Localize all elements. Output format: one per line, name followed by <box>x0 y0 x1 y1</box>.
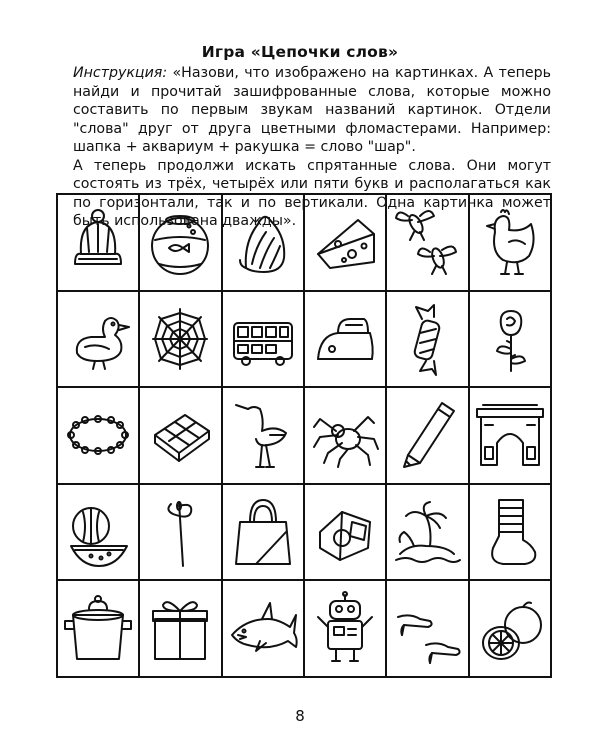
watermelon-icon <box>61 492 135 572</box>
duck-icon <box>61 299 135 379</box>
necklace-icon <box>61 395 135 475</box>
grid-cell <box>305 388 387 485</box>
grid-cell <box>387 485 469 582</box>
grid-cell <box>305 581 387 678</box>
aquarium-icon <box>143 202 217 282</box>
grid-cell <box>58 292 140 389</box>
grid-cell <box>223 581 305 678</box>
spiderweb-icon <box>143 299 217 379</box>
grid-cell <box>387 388 469 485</box>
arch-icon <box>473 395 547 475</box>
bus-icon <box>226 299 300 379</box>
hat-icon <box>61 202 135 282</box>
grid-cell <box>140 485 222 582</box>
wasps-icon <box>390 202 464 282</box>
gift-icon <box>143 589 217 669</box>
grid-cell <box>387 581 469 678</box>
grid-cell <box>223 388 305 485</box>
candy-icon <box>390 299 464 379</box>
instruction-paragraph-1 <box>73 64 551 157</box>
grid-cell <box>223 485 305 582</box>
hen-icon <box>473 202 547 282</box>
rose-icon <box>473 299 547 379</box>
grid-cell <box>58 485 140 582</box>
orange-icon <box>473 589 547 669</box>
grid-cell <box>58 195 140 292</box>
grid-cell <box>470 581 552 678</box>
iron-icon <box>308 299 382 379</box>
grid-cell <box>470 292 552 389</box>
instruction-label: Инструкция: <box>73 65 168 81</box>
grid-cell <box>58 581 140 678</box>
spider-icon <box>308 395 382 475</box>
pot-icon <box>61 589 135 669</box>
instruction-text-1: «Назови, что изображено на картинках. А теперь найди и прочитай зашифрованные слова, которые можно составить по первым звукам названий картинок. Отдели "слова" друг от друга цветными фломастерами. Например: шапка + аквариум + ракушка = слово "шар". <box>73 65 551 155</box>
page-number: 8 <box>295 707 305 725</box>
page-title: Игра «Цепочки слов» <box>201 43 399 61</box>
grid-cell <box>470 195 552 292</box>
instruction-paragraph-2: А теперь продолжи искать спрятанные слова. Они могут состоять из трёх, четырёх или пяти букв и располагаться как по горизонтали, так и по вертикали. Одна картинка может быть использована дважды». <box>73 157 551 229</box>
grid-cell <box>140 292 222 389</box>
grid-cell <box>470 388 552 485</box>
chocolate-icon <box>143 395 217 475</box>
grid-cell <box>305 485 387 582</box>
grid-cell <box>223 292 305 389</box>
picture-grid <box>56 193 552 678</box>
grid-cell <box>305 195 387 292</box>
sock-icon <box>473 492 547 572</box>
seashell-icon <box>226 202 300 282</box>
grid-cell <box>387 195 469 292</box>
shark-icon <box>226 589 300 669</box>
grid-cell <box>140 195 222 292</box>
grid-cell <box>470 485 552 582</box>
grid-cell <box>305 292 387 389</box>
needle-icon <box>143 492 217 572</box>
grid-cell <box>387 292 469 389</box>
grid-cell <box>140 388 222 485</box>
cheese-icon <box>308 202 382 282</box>
grid-cell <box>58 388 140 485</box>
sharpener-icon <box>308 492 382 572</box>
robot-icon <box>308 589 382 669</box>
shoes-icon <box>390 589 464 669</box>
island-icon <box>390 492 464 572</box>
pencil-icon <box>390 395 464 475</box>
stork-icon <box>226 395 300 475</box>
grid-cell <box>223 195 305 292</box>
bag-icon <box>226 492 300 572</box>
grid-cell <box>140 581 222 678</box>
